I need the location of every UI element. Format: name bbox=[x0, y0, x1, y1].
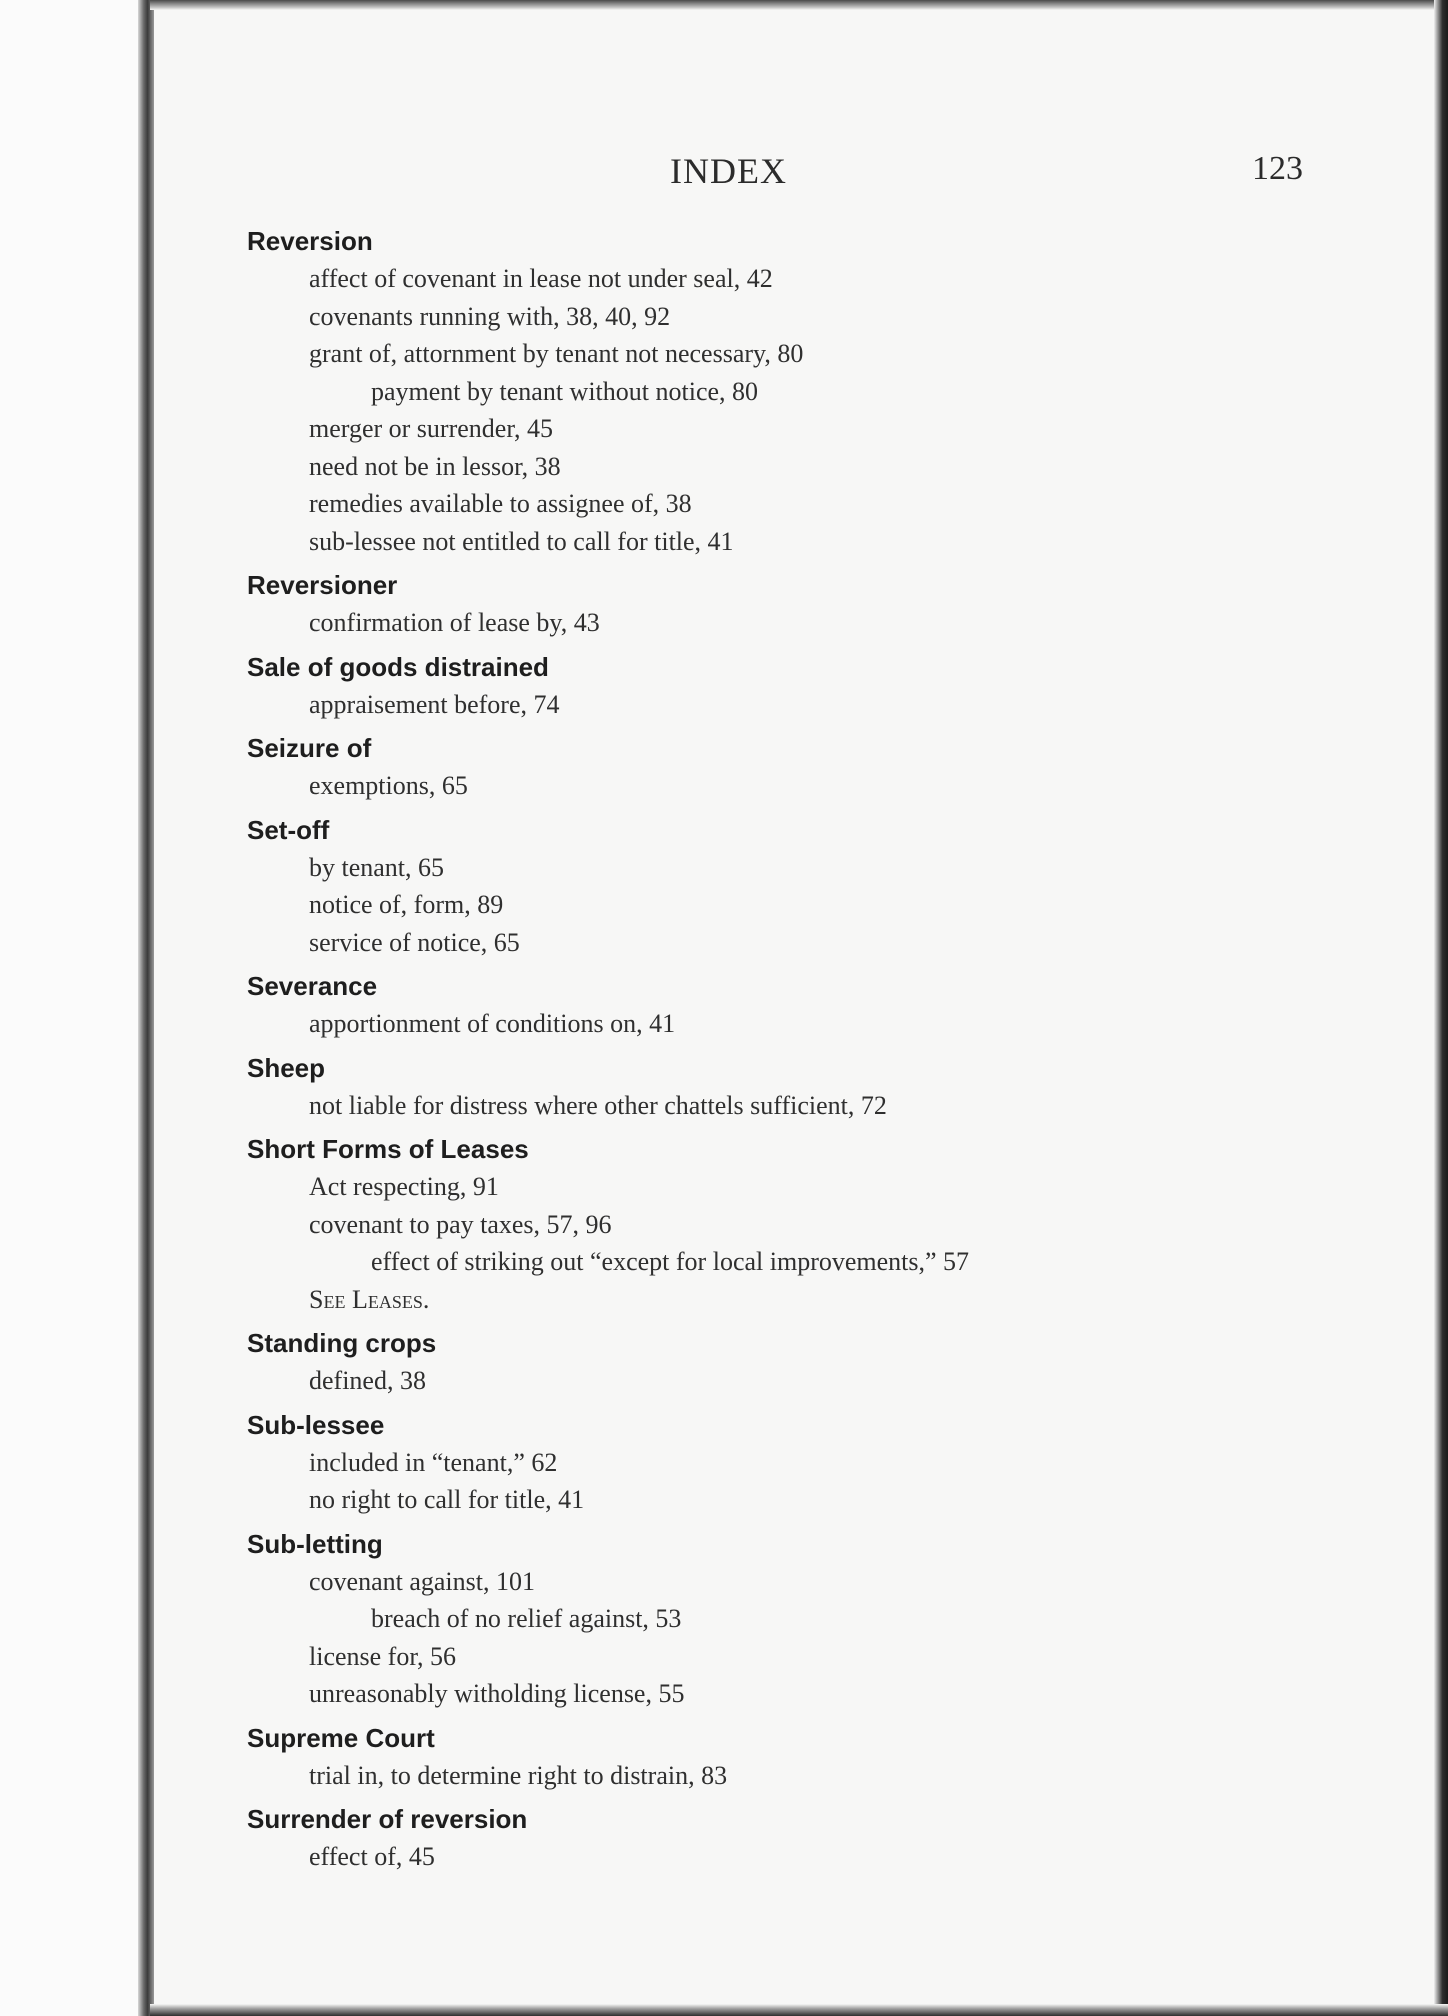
index-subentry: not liable for distress where other chattels sufficient, 72 bbox=[309, 1090, 887, 1120]
index-subsubentry: effect of striking out “except for local improvements,” 57 bbox=[371, 1247, 970, 1276]
page-top-edge bbox=[150, 0, 1448, 10]
index-heading: Surrender of reversion bbox=[247, 1804, 528, 1834]
page-number: 123 bbox=[1252, 150, 1303, 187]
index-heading: Supreme Court bbox=[247, 1722, 435, 1753]
index-subentry: trial in, to determine right to distrain, 83 bbox=[309, 1760, 728, 1790]
index-subentry: license for, 56 bbox=[309, 1641, 456, 1671]
index-entry bbox=[247, 566, 1347, 642]
index-heading: Sale of goods distrained bbox=[247, 651, 549, 682]
index-heading: Sheep bbox=[247, 1052, 326, 1083]
index-subentry: affect of covenant in lease not under seal, 42 bbox=[309, 264, 773, 293]
index-subentry: no right to call for title, 41 bbox=[309, 1485, 585, 1514]
index-subentry: Act respecting, 91 bbox=[309, 1172, 499, 1201]
index-entry bbox=[247, 1800, 1347, 1876]
index-heading: Reversion bbox=[247, 226, 373, 256]
page-right-edge bbox=[1434, 0, 1448, 2016]
index-subentry: grant of, attornment by tenant not necessary, 80 bbox=[309, 339, 804, 368]
index-subentry: exemptions, 65 bbox=[309, 771, 468, 800]
index-entry bbox=[247, 1049, 1347, 1125]
index-subentry: merger or surrender, 45 bbox=[309, 414, 553, 443]
index-subentry: covenant to pay taxes, 57, 96 bbox=[309, 1209, 612, 1239]
index-list bbox=[247, 222, 1347, 1882]
index-entry bbox=[247, 1525, 1347, 1713]
index-subentry: apportionment of conditions on, 41 bbox=[309, 1009, 676, 1038]
index-entry bbox=[247, 1324, 1347, 1400]
index-entry bbox=[247, 1130, 1347, 1318]
index-entry bbox=[247, 1719, 1347, 1795]
index-heading: Severance bbox=[247, 971, 378, 1001]
index-heading: Standing crops bbox=[247, 1328, 437, 1358]
index-heading: Set-off bbox=[247, 814, 330, 845]
index-subentry: effect of, 45 bbox=[309, 1842, 435, 1871]
index-entry bbox=[247, 811, 1347, 962]
index-subentry: need not be in lessor, 38 bbox=[309, 451, 561, 481]
index-subentry: covenants running with, 38, 40, 92 bbox=[309, 301, 671, 331]
index-subentry: remedies available to assignee of, 38 bbox=[309, 489, 692, 518]
index-heading: Seizure of bbox=[247, 733, 372, 763]
index-subentry: notice of, form, 89 bbox=[309, 890, 504, 919]
index-subentry: defined, 38 bbox=[309, 1366, 426, 1395]
index-subentry: covenant against, 101 bbox=[309, 1566, 535, 1596]
book-spine-shadow bbox=[138, 0, 154, 2016]
index-entry bbox=[247, 1406, 1347, 1519]
index-subentry: sub-lessee not entitled to call for title, 41 bbox=[309, 526, 734, 556]
index-entry bbox=[247, 222, 1347, 560]
index-subentry: unreasonably witholding license, 55 bbox=[309, 1679, 685, 1708]
index-subsubentry: payment by tenant without notice, 80 bbox=[371, 376, 759, 406]
index-heading: Sub-lessee bbox=[247, 1409, 385, 1440]
index-heading: Reversioner bbox=[247, 570, 398, 600]
index-heading: Short Forms of Leases bbox=[247, 1134, 529, 1164]
index-subentry: by tenant, 65 bbox=[309, 852, 445, 882]
index-subentry: confirmation of lease by, 43 bbox=[309, 608, 600, 637]
index-subentry: service of notice, 65 bbox=[309, 927, 520, 957]
index-subentry: included in “tenant,” 62 bbox=[309, 1447, 558, 1477]
page-bottom-edge bbox=[150, 2004, 1448, 2016]
index-entry bbox=[247, 729, 1347, 805]
index-subentry: See Leases. bbox=[309, 1284, 430, 1314]
index-subsubentry: breach of no relief against, 53 bbox=[371, 1604, 682, 1633]
running-head: INDEX bbox=[670, 151, 787, 191]
index-heading: Sub-letting bbox=[247, 1528, 383, 1559]
index-entry bbox=[247, 967, 1347, 1043]
index-subentry: appraisement before, 74 bbox=[309, 689, 560, 719]
index-entry bbox=[247, 648, 1347, 724]
page-left-margin bbox=[0, 0, 148, 2016]
